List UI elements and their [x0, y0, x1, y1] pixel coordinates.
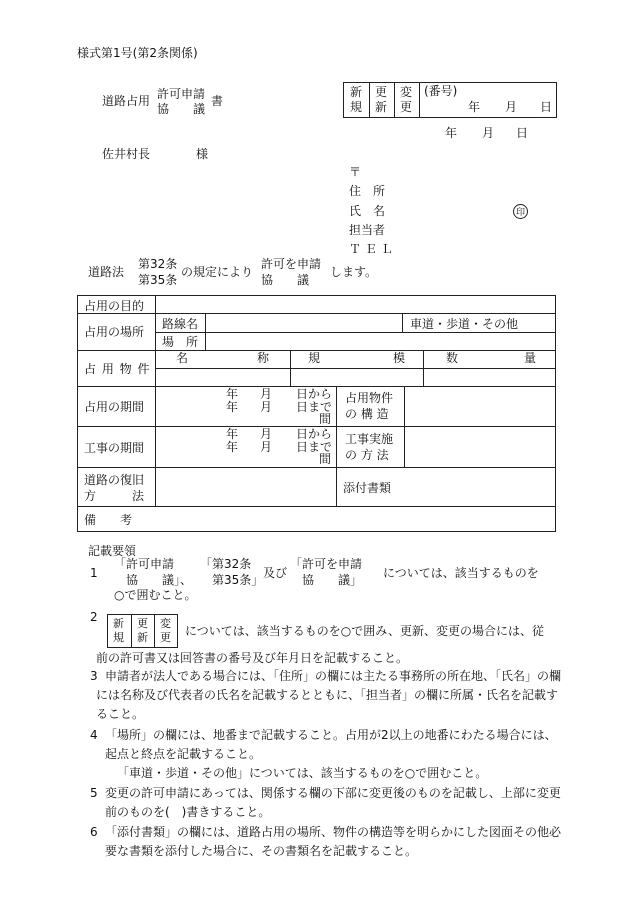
date-month: 月 [482, 126, 495, 140]
object-qty-header-2: 量 [524, 351, 537, 365]
object-spec-header-2: 模 [393, 351, 406, 365]
work-from-day: 日から [296, 427, 333, 441]
note-2-type-renewal: 更 新 [137, 617, 148, 644]
statement-mid: の規定により [181, 265, 254, 279]
contact-person-label: 担当者 [349, 223, 386, 237]
note-3-number: 3 [90, 669, 98, 683]
title-prefix: 道路占用 [102, 94, 151, 108]
note-1-number: 1 [90, 566, 98, 580]
title-suffix: 書 [211, 94, 224, 108]
statement-article-35: 第35条 [138, 273, 178, 287]
note-1-and: 及び [263, 566, 288, 580]
note-1-opt-a2: 協 議」、 [114, 573, 193, 587]
type-new: 新 規 [350, 85, 363, 114]
number-label: (番号) [424, 84, 458, 98]
period-from-year: 年 [226, 387, 239, 401]
period-from-day: 日から [296, 387, 333, 401]
statement-article-32: 第32条 [138, 257, 178, 271]
period-days: 間 [319, 412, 332, 426]
type-box-year: 年 [468, 100, 481, 114]
work-from-year: 年 [226, 427, 239, 441]
object-qty-header-1: 数 [446, 351, 459, 365]
remarks-label: 備 考 [84, 512, 133, 527]
note-2-line2: 前の許可書又は回答書の番号及び年月日を記載すること。 [96, 651, 409, 665]
note-1-end: については、該当するものを [383, 566, 539, 580]
note-2-type-new: 新 規 [113, 617, 124, 644]
attachments-label: 添付書類 [343, 480, 392, 495]
route-name-label: 路線名 [162, 316, 199, 331]
object-name-header-2: 称 [257, 351, 270, 365]
note-1-opt-b1: 「第32条 [200, 557, 252, 571]
notes-heading: 記載要領 [88, 544, 137, 558]
object-name-header-1: 名 [176, 351, 189, 365]
note-1-opt-b2: 第35条」 [200, 573, 264, 587]
note-4-line1: 「場所」の欄には、地番まで記載すること。占用が2以上の地番にわたる場合には、 [105, 728, 557, 742]
note-6-line2: 要な書類を添付した場合に、その書類名を記載すること。 [105, 844, 418, 858]
period-to-month: 月 [260, 400, 273, 414]
note-1-opt-c1: 「許可を申請 [290, 557, 363, 571]
postal-mark: 〒 [349, 165, 362, 179]
work-to-year: 年 [226, 440, 239, 454]
note-2-number: 2 [90, 610, 98, 624]
note-6-number: 6 [90, 825, 98, 839]
addressee-name: 佐井村長 [102, 147, 151, 161]
form-number: 様式第1号(第2条関係) [77, 46, 198, 60]
date-day: 日 [516, 126, 529, 140]
statement-option-permit: 許可を申請 [261, 257, 322, 271]
type-box-day: 日 [540, 100, 553, 114]
type-box-month: 月 [505, 100, 518, 114]
note-2-type-change: 変 更 [160, 617, 171, 644]
type-renewal: 更 新 [375, 85, 388, 114]
note-2-text: については、該当するものを○で囲み、更新、変更の場合には、従 [185, 624, 544, 638]
period-from-month: 月 [260, 387, 273, 401]
seal-mark: 印 [513, 204, 528, 219]
title-option-permit: 許可申請 [157, 87, 206, 101]
object-label: 占 用 物 件 [84, 361, 151, 376]
note-1-opt-a1: 「許可申請 [114, 557, 175, 571]
period-to-year: 年 [226, 400, 239, 414]
note-3-line3: ること。 [96, 707, 145, 721]
type-change: 変 更 [400, 85, 413, 114]
work-from-month: 月 [260, 427, 273, 441]
period-to-day: 日まで [296, 400, 333, 414]
date-year: 年 [445, 126, 458, 140]
object-spec-header-1: 規 [308, 351, 321, 365]
statement-law: 道路法 [88, 265, 125, 279]
work-period-label: 工事の期間 [84, 440, 145, 455]
note-1-line2: ○で囲むこと。 [114, 588, 197, 602]
work-to-day: 日まで [296, 440, 333, 454]
note-3-line1: 申請者が法人である場合には、「住所」の欄には主たる事務所の所在地、「氏名」の欄 [105, 669, 562, 683]
work-days: 間 [319, 452, 332, 466]
tel-label: ＴＥＬ [349, 242, 398, 256]
addressee-honorific: 様 [196, 147, 209, 161]
period-label: 占用の期間 [84, 399, 145, 414]
purpose-label: 占用の目的 [84, 298, 145, 313]
work-method-label: 工事実施 の 方 法 [345, 432, 394, 462]
road-type-options: 車道・歩道・その他 [410, 316, 519, 331]
name-label: 氏 名 [349, 204, 386, 218]
statement-option-consult: 協 議 [261, 273, 310, 287]
location-label: 場 所 [162, 334, 199, 349]
note-4-line3: 「車道・歩道・その他」については、該当するものを○で囲むこと。 [117, 766, 488, 780]
address-label: 住 所 [349, 184, 386, 198]
note-4-number: 4 [90, 728, 98, 742]
note-5-line1: 変更の許可申請にあっては、関係する欄の下部に変更後のものを記載し、上部に変更 [105, 786, 561, 800]
statement-end: します。 [330, 265, 378, 279]
work-to-month: 月 [260, 440, 273, 454]
note-6-line1: 「添付書類」の欄には、道路占用の場所、物件の構造等を明らかにした図面その他必 [105, 825, 562, 839]
note-1-opt-c2: 協 議」 [290, 573, 363, 587]
note-3-line2: には名称及び代表者の氏名を記載するとともに、「担当者」の欄に所属・氏名を記載す [96, 688, 559, 702]
restore-method-label: 道路の復旧 方 法 [84, 473, 145, 503]
title-option-consult: 協 議 [157, 102, 206, 116]
place-label: 占用の場所 [84, 324, 145, 339]
note-4-line2: 起点と終点を記載すること。 [105, 747, 262, 761]
structure-label: 占用物件 の 構 造 [345, 391, 394, 421]
note-5-line2: 前のものを( )書きすること。 [105, 805, 271, 819]
note-5-number: 5 [90, 786, 98, 800]
